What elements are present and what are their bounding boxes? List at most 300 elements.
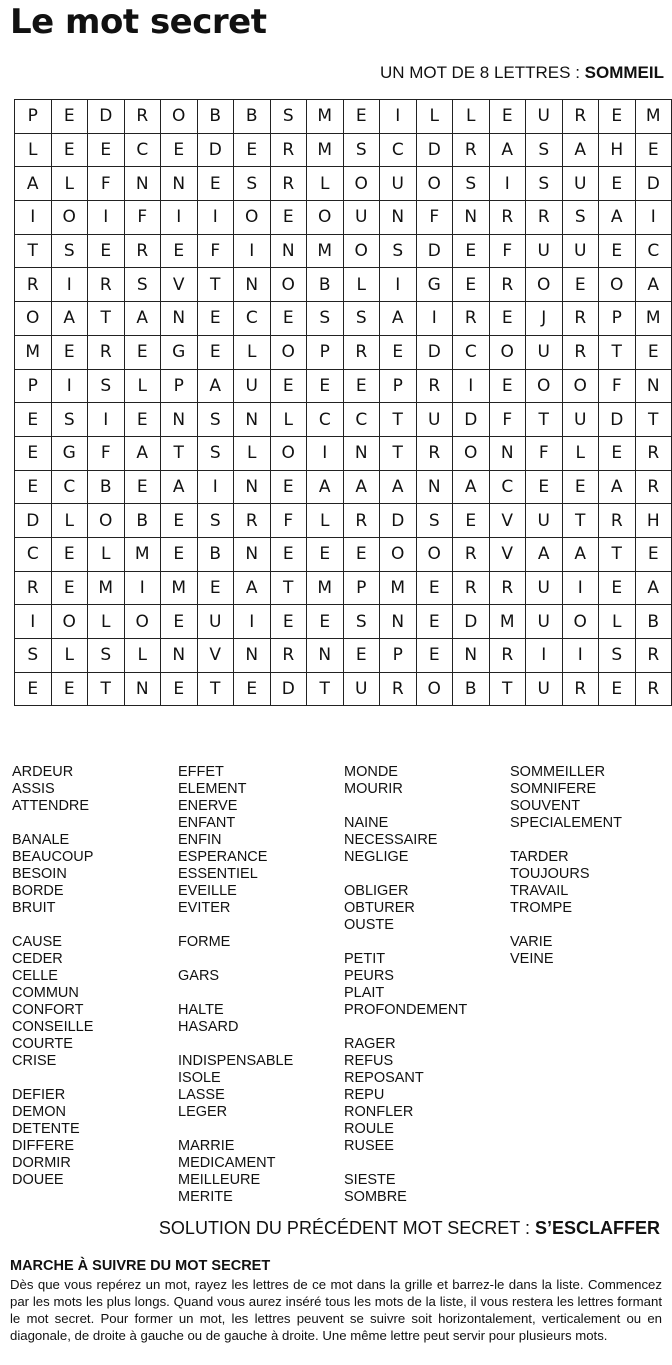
grid-cell[interactable]: N — [343, 436, 380, 470]
grid-cell[interactable]: O — [270, 335, 307, 369]
grid-cell[interactable]: I — [51, 268, 88, 302]
word-item[interactable]: BANALE — [12, 832, 70, 848]
grid-cell[interactable]: U — [526, 605, 563, 639]
grid-cell[interactable]: A — [197, 369, 234, 403]
word-item[interactable]: ATTENDRE — [12, 798, 90, 814]
word-item[interactable]: DIFFERE — [12, 1138, 75, 1154]
grid-cell[interactable]: M — [380, 571, 417, 605]
word-item[interactable]: REPOSANT — [344, 1070, 424, 1086]
grid-cell[interactable]: E — [270, 470, 307, 504]
grid-cell[interactable]: R — [453, 537, 490, 571]
grid-cell[interactable]: O — [416, 672, 453, 706]
grid-cell[interactable]: T — [161, 436, 198, 470]
grid-cell[interactable]: T — [270, 571, 307, 605]
grid-cell[interactable]: E — [380, 335, 417, 369]
word-item[interactable]: ASSIS — [12, 781, 55, 797]
grid-cell[interactable]: I — [489, 167, 526, 201]
grid-cell[interactable]: C — [489, 470, 526, 504]
grid-cell[interactable]: U — [343, 201, 380, 235]
grid-cell[interactable]: R — [526, 201, 563, 235]
grid-cell[interactable]: R — [562, 335, 599, 369]
grid-cell[interactable]: T — [489, 672, 526, 706]
grid-cell[interactable]: A — [380, 470, 417, 504]
grid-cell[interactable]: A — [51, 302, 88, 336]
word-item[interactable]: CEDER — [12, 951, 63, 967]
word-item[interactable]: CONSEILLE — [12, 1019, 94, 1035]
grid-cell[interactable]: B — [197, 537, 234, 571]
grid-cell[interactable]: U — [380, 167, 417, 201]
grid-cell[interactable]: I — [197, 470, 234, 504]
grid-cell[interactable]: S — [343, 605, 380, 639]
grid-cell[interactable]: R — [635, 470, 672, 504]
grid-cell[interactable]: A — [343, 470, 380, 504]
word-item[interactable]: INDISPENSABLE — [178, 1053, 294, 1069]
grid-cell[interactable]: L — [307, 167, 344, 201]
word-item[interactable]: ROULE — [344, 1121, 394, 1137]
grid-cell[interactable]: S — [526, 167, 563, 201]
grid-cell[interactable]: S — [197, 436, 234, 470]
word-item[interactable]: TOUJOURS — [510, 866, 590, 882]
grid-cell[interactable]: P — [380, 639, 417, 673]
grid-cell[interactable]: O — [270, 268, 307, 302]
grid-cell[interactable]: S — [234, 167, 271, 201]
word-item[interactable]: NECESSAIRE — [344, 832, 438, 848]
word-item[interactable]: FORME — [178, 934, 231, 950]
grid-cell[interactable]: E — [599, 234, 636, 268]
grid-cell[interactable]: M — [635, 302, 672, 336]
grid-cell[interactable]: O — [562, 605, 599, 639]
grid-cell[interactable]: M — [307, 234, 344, 268]
grid-cell[interactable]: N — [161, 167, 198, 201]
grid-cell[interactable]: D — [599, 403, 636, 437]
word-item[interactable]: OBTURER — [344, 900, 415, 916]
grid-cell[interactable]: T — [380, 436, 417, 470]
word-item[interactable]: SOMNIFERE — [510, 781, 597, 797]
grid-cell[interactable]: B — [307, 268, 344, 302]
grid-cell[interactable]: E — [453, 234, 490, 268]
grid-cell[interactable]: I — [197, 201, 234, 235]
grid-cell[interactable]: S — [343, 133, 380, 167]
grid-cell[interactable]: R — [635, 672, 672, 706]
grid-cell[interactable]: L — [307, 504, 344, 538]
grid-cell[interactable]: I — [453, 369, 490, 403]
grid-cell[interactable]: A — [234, 571, 271, 605]
grid-cell[interactable]: E — [51, 537, 88, 571]
grid-cell[interactable]: S — [416, 504, 453, 538]
grid-cell[interactable]: O — [270, 436, 307, 470]
word-item[interactable]: ARDEUR — [12, 764, 74, 780]
grid-cell[interactable]: S — [270, 100, 307, 134]
grid-cell[interactable]: E — [635, 537, 672, 571]
grid-cell[interactable]: U — [562, 234, 599, 268]
word-item[interactable]: VARIE — [510, 934, 553, 950]
word-item[interactable]: MEILLEURE — [178, 1172, 261, 1188]
grid-cell[interactable]: S — [380, 234, 417, 268]
word-item[interactable]: ELEMENT — [178, 781, 247, 797]
grid-cell[interactable]: E — [599, 672, 636, 706]
grid-cell[interactable]: U — [526, 504, 563, 538]
grid-cell[interactable]: N — [124, 167, 161, 201]
word-item[interactable]: PETIT — [344, 951, 386, 967]
grid-cell[interactable]: O — [453, 436, 490, 470]
grid-cell[interactable]: A — [124, 302, 161, 336]
grid-cell[interactable]: U — [526, 672, 563, 706]
grid-cell[interactable]: E — [635, 335, 672, 369]
grid-cell[interactable]: E — [88, 234, 125, 268]
grid-cell[interactable]: S — [197, 403, 234, 437]
grid-cell[interactable]: R — [270, 167, 307, 201]
word-item[interactable]: MONDE — [344, 764, 398, 780]
grid-cell[interactable]: I — [15, 201, 52, 235]
grid-cell[interactable]: O — [416, 167, 453, 201]
grid-cell[interactable]: O — [380, 537, 417, 571]
grid-cell[interactable]: N — [234, 470, 271, 504]
grid-cell[interactable]: V — [161, 268, 198, 302]
word-item[interactable]: COURTE — [12, 1036, 73, 1052]
grid-cell[interactable]: R — [343, 335, 380, 369]
grid-cell[interactable]: E — [161, 605, 198, 639]
word-item[interactable]: BRUIT — [12, 900, 56, 916]
grid-cell[interactable]: E — [562, 470, 599, 504]
grid-cell[interactable]: U — [343, 672, 380, 706]
grid-cell[interactable]: O — [599, 268, 636, 302]
grid-cell[interactable]: I — [635, 201, 672, 235]
word-item[interactable]: RAGER — [344, 1036, 396, 1052]
grid-cell[interactable]: E — [307, 605, 344, 639]
grid-cell[interactable]: I — [51, 369, 88, 403]
word-item[interactable]: ENFIN — [178, 832, 222, 848]
word-item[interactable]: TROMPE — [510, 900, 573, 916]
grid-cell[interactable]: T — [197, 672, 234, 706]
grid-cell[interactable]: U — [526, 234, 563, 268]
grid-cell[interactable]: N — [234, 639, 271, 673]
grid-cell[interactable]: R — [234, 504, 271, 538]
word-item[interactable]: DORMIR — [12, 1155, 71, 1171]
grid-cell[interactable]: E — [161, 133, 198, 167]
word-item[interactable]: DEFIER — [12, 1087, 66, 1103]
word-item[interactable]: EVEILLE — [178, 883, 237, 899]
grid-cell[interactable]: O — [343, 167, 380, 201]
grid-cell[interactable]: R — [343, 504, 380, 538]
grid-cell[interactable]: E — [15, 436, 52, 470]
grid-cell[interactable]: E — [270, 201, 307, 235]
grid-cell[interactable]: E — [489, 100, 526, 134]
grid-cell[interactable]: E — [51, 672, 88, 706]
grid-cell[interactable]: D — [453, 403, 490, 437]
grid-cell[interactable]: S — [15, 639, 52, 673]
grid-cell[interactable]: E — [599, 436, 636, 470]
grid-cell[interactable]: P — [380, 369, 417, 403]
grid-cell[interactable]: O — [562, 369, 599, 403]
grid-cell[interactable]: I — [380, 100, 417, 134]
grid-cell[interactable]: D — [416, 234, 453, 268]
grid-cell[interactable]: E — [270, 302, 307, 336]
word-item[interactable]: OBLIGER — [344, 883, 409, 899]
grid-cell[interactable]: F — [88, 436, 125, 470]
word-item[interactable]: HASARD — [178, 1019, 239, 1035]
grid-cell[interactable]: N — [270, 234, 307, 268]
grid-cell[interactable]: P — [15, 100, 52, 134]
grid-cell[interactable]: D — [635, 167, 672, 201]
grid-cell[interactable]: L — [124, 639, 161, 673]
grid-cell[interactable]: R — [453, 302, 490, 336]
word-item[interactable]: NEGLIGE — [344, 849, 409, 865]
grid-cell[interactable]: L — [15, 133, 52, 167]
grid-cell[interactable]: E — [15, 470, 52, 504]
word-item[interactable]: MEDICAMENT — [178, 1155, 276, 1171]
grid-cell[interactable]: P — [15, 369, 52, 403]
grid-cell[interactable]: T — [88, 302, 125, 336]
grid-cell[interactable]: S — [562, 201, 599, 235]
grid-cell[interactable]: R — [489, 571, 526, 605]
grid-cell[interactable]: N — [161, 403, 198, 437]
grid-cell[interactable]: N — [234, 403, 271, 437]
grid-cell[interactable]: U — [526, 571, 563, 605]
grid-cell[interactable]: E — [270, 537, 307, 571]
word-item[interactable]: EFFET — [178, 764, 224, 780]
grid-cell[interactable]: O — [15, 302, 52, 336]
grid-cell[interactable]: N — [635, 369, 672, 403]
grid-cell[interactable]: O — [526, 268, 563, 302]
word-item[interactable]: SIESTE — [344, 1172, 396, 1188]
grid-cell[interactable]: O — [124, 605, 161, 639]
grid-cell[interactable]: A — [453, 470, 490, 504]
grid-cell[interactable]: V — [489, 537, 526, 571]
grid-cell[interactable]: M — [489, 605, 526, 639]
grid-cell[interactable]: O — [51, 201, 88, 235]
grid-cell[interactable]: R — [599, 504, 636, 538]
grid-cell[interactable]: O — [88, 504, 125, 538]
grid-cell[interactable]: E — [234, 133, 271, 167]
grid-cell[interactable]: A — [526, 537, 563, 571]
grid-cell[interactable]: S — [51, 234, 88, 268]
word-item[interactable]: BORDE — [12, 883, 64, 899]
grid-cell[interactable]: T — [380, 403, 417, 437]
word-item[interactable]: BESOIN — [12, 866, 67, 882]
word-item[interactable]: MERITE — [178, 1189, 233, 1205]
grid-cell[interactable]: D — [15, 504, 52, 538]
grid-cell[interactable]: L — [562, 436, 599, 470]
grid-cell[interactable]: N — [307, 639, 344, 673]
grid-cell[interactable]: S — [51, 403, 88, 437]
grid-cell[interactable]: S — [599, 639, 636, 673]
word-item[interactable]: SPECIALEMENT — [510, 815, 622, 831]
word-item[interactable]: SOMBRE — [344, 1189, 407, 1205]
grid-cell[interactable]: C — [307, 403, 344, 437]
grid-cell[interactable]: L — [453, 100, 490, 134]
grid-cell[interactable]: U — [562, 167, 599, 201]
grid-cell[interactable]: D — [453, 605, 490, 639]
grid-cell[interactable]: E — [51, 100, 88, 134]
grid-cell[interactable]: P — [161, 369, 198, 403]
grid-cell[interactable]: S — [124, 268, 161, 302]
word-item[interactable]: MOURIR — [344, 781, 403, 797]
grid-cell[interactable]: R — [635, 639, 672, 673]
word-item[interactable]: CELLE — [12, 968, 58, 984]
grid-cell[interactable]: E — [270, 605, 307, 639]
word-item[interactable]: TRAVAIL — [510, 883, 569, 899]
grid-cell[interactable]: R — [270, 133, 307, 167]
grid-cell[interactable]: S — [453, 167, 490, 201]
word-item[interactable]: REPU — [344, 1087, 385, 1103]
grid-cell[interactable]: I — [234, 605, 271, 639]
grid-cell[interactable]: O — [416, 537, 453, 571]
word-item[interactable]: LEGER — [178, 1104, 228, 1120]
grid-cell[interactable]: N — [161, 639, 198, 673]
grid-cell[interactable]: L — [234, 436, 271, 470]
grid-cell[interactable]: R — [380, 672, 417, 706]
grid-cell[interactable]: N — [453, 201, 490, 235]
grid-cell[interactable]: S — [197, 504, 234, 538]
grid-cell[interactable]: T — [307, 672, 344, 706]
grid-cell[interactable]: N — [234, 537, 271, 571]
grid-cell[interactable]: P — [343, 571, 380, 605]
grid-cell[interactable]: U — [197, 605, 234, 639]
grid-cell[interactable]: E — [88, 133, 125, 167]
word-item[interactable]: RONFLER — [344, 1104, 414, 1120]
word-item[interactable]: CRISE — [12, 1053, 57, 1069]
grid-cell[interactable]: B — [88, 470, 125, 504]
grid-cell[interactable]: A — [562, 133, 599, 167]
grid-cell[interactable]: A — [635, 268, 672, 302]
grid-cell[interactable]: A — [161, 470, 198, 504]
grid-cell[interactable]: O — [343, 234, 380, 268]
grid-cell[interactable]: E — [270, 369, 307, 403]
word-item[interactable]: DEMON — [12, 1104, 66, 1120]
grid-cell[interactable]: A — [599, 201, 636, 235]
word-item[interactable]: COMMUN — [12, 985, 79, 1001]
grid-cell[interactable]: G — [416, 268, 453, 302]
grid-cell[interactable]: C — [124, 133, 161, 167]
grid-cell[interactable]: B — [197, 100, 234, 134]
grid-cell[interactable]: G — [161, 335, 198, 369]
grid-cell[interactable]: N — [416, 470, 453, 504]
grid-cell[interactable]: A — [562, 537, 599, 571]
word-item[interactable]: GARS — [178, 968, 220, 984]
word-item[interactable]: ENFANT — [178, 815, 236, 831]
grid-cell[interactable]: N — [453, 639, 490, 673]
grid-cell[interactable]: U — [526, 100, 563, 134]
grid-cell[interactable]: E — [161, 672, 198, 706]
grid-cell[interactable]: D — [197, 133, 234, 167]
word-item[interactable]: CONFORT — [12, 1002, 84, 1018]
grid-cell[interactable]: A — [635, 571, 672, 605]
grid-cell[interactable]: N — [124, 672, 161, 706]
grid-cell[interactable]: U — [562, 403, 599, 437]
grid-cell[interactable]: I — [562, 571, 599, 605]
grid-cell[interactable]: E — [489, 302, 526, 336]
grid-cell[interactable]: R — [416, 369, 453, 403]
grid-cell[interactable]: N — [234, 268, 271, 302]
grid-cell[interactable]: I — [562, 639, 599, 673]
grid-cell[interactable]: C — [635, 234, 672, 268]
grid-cell[interactable]: M — [161, 571, 198, 605]
grid-cell[interactable]: E — [526, 470, 563, 504]
grid-cell[interactable]: E — [562, 268, 599, 302]
word-item[interactable]: HALTE — [178, 1002, 224, 1018]
word-item[interactable]: TARDER — [510, 849, 569, 865]
grid-cell[interactable]: N — [380, 201, 417, 235]
word-item[interactable]: NAINE — [344, 815, 389, 831]
grid-cell[interactable]: O — [489, 335, 526, 369]
grid-cell[interactable]: F — [270, 504, 307, 538]
grid-cell[interactable]: C — [234, 302, 271, 336]
grid-cell[interactable]: A — [15, 167, 52, 201]
grid-cell[interactable]: R — [489, 268, 526, 302]
word-item[interactable]: DOUEE — [12, 1172, 64, 1188]
grid-cell[interactable]: O — [234, 201, 271, 235]
word-item[interactable]: REFUS — [344, 1053, 394, 1069]
grid-cell[interactable]: L — [51, 167, 88, 201]
word-item[interactable]: ESPERANCE — [178, 849, 268, 865]
word-item[interactable]: SOUVENT — [510, 798, 581, 814]
grid-cell[interactable]: U — [526, 335, 563, 369]
grid-cell[interactable]: E — [343, 100, 380, 134]
grid-cell[interactable]: A — [599, 470, 636, 504]
grid-cell[interactable]: R — [88, 268, 125, 302]
grid-cell[interactable]: R — [416, 436, 453, 470]
grid-cell[interactable]: R — [635, 436, 672, 470]
word-item[interactable]: LASSE — [178, 1087, 225, 1103]
grid-cell[interactable]: O — [307, 201, 344, 235]
grid-cell[interactable]: L — [51, 504, 88, 538]
grid-cell[interactable]: T — [526, 403, 563, 437]
grid-cell[interactable]: L — [343, 268, 380, 302]
word-item[interactable]: ESSENTIEL — [178, 866, 258, 882]
grid-cell[interactable]: R — [124, 100, 161, 134]
grid-cell[interactable]: E — [124, 335, 161, 369]
grid-cell[interactable]: R — [562, 100, 599, 134]
grid-cell[interactable]: D — [380, 504, 417, 538]
grid-cell[interactable]: N — [161, 302, 198, 336]
grid-cell[interactable]: E — [343, 639, 380, 673]
grid-cell[interactable]: E — [599, 167, 636, 201]
grid-cell[interactable]: R — [453, 571, 490, 605]
grid-cell[interactable]: T — [599, 335, 636, 369]
grid-cell[interactable]: R — [453, 133, 490, 167]
grid-cell[interactable]: P — [307, 335, 344, 369]
grid-cell[interactable]: E — [51, 335, 88, 369]
grid-cell[interactable]: E — [489, 369, 526, 403]
word-item[interactable]: RUSEE — [344, 1138, 394, 1154]
grid-cell[interactable]: N — [380, 605, 417, 639]
grid-cell[interactable]: C — [380, 133, 417, 167]
grid-cell[interactable]: E — [343, 369, 380, 403]
grid-cell[interactable]: R — [562, 302, 599, 336]
grid-cell[interactable]: J — [526, 302, 563, 336]
grid-cell[interactable]: R — [124, 234, 161, 268]
grid-cell[interactable]: C — [343, 403, 380, 437]
grid-cell[interactable]: M — [15, 335, 52, 369]
grid-cell[interactable]: I — [88, 403, 125, 437]
grid-cell[interactable]: G — [51, 436, 88, 470]
grid-cell[interactable]: I — [88, 201, 125, 235]
grid-cell[interactable]: E — [599, 100, 636, 134]
grid-cell[interactable]: S — [88, 639, 125, 673]
grid-cell[interactable]: E — [453, 268, 490, 302]
grid-cell[interactable]: R — [489, 639, 526, 673]
grid-cell[interactable]: T — [635, 403, 672, 437]
grid-cell[interactable]: R — [15, 571, 52, 605]
grid-cell[interactable]: E — [416, 639, 453, 673]
word-item[interactable]: PLAIT — [344, 985, 385, 1001]
grid-cell[interactable]: E — [453, 504, 490, 538]
word-item[interactable]: DETENTE — [12, 1121, 80, 1137]
grid-cell[interactable]: O — [161, 100, 198, 134]
grid-cell[interactable]: A — [307, 470, 344, 504]
grid-cell[interactable]: F — [526, 436, 563, 470]
grid-cell[interactable]: F — [124, 201, 161, 235]
